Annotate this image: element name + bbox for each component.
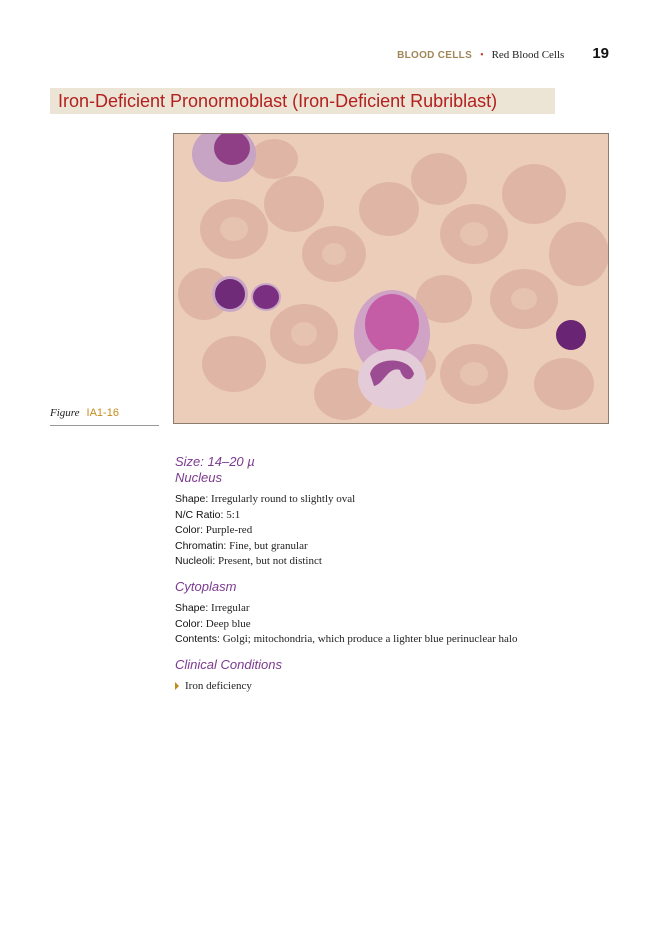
row-label: Color: — [175, 524, 204, 537]
nucleus-row-nucleoli — [175, 554, 615, 570]
nucleus-row-shape — [175, 492, 615, 508]
clinical-list-item — [175, 679, 615, 694]
bullet-triangle-icon — [175, 682, 179, 690]
figure-label-word: Figure — [50, 407, 80, 419]
row-value: Golgi; mitochondria, which produce a lighter blue perinuclear halo — [222, 633, 518, 646]
blood-smear-illustration — [174, 134, 608, 423]
row-value: Purple-red — [205, 524, 253, 537]
cytoplasm-row-shape — [175, 601, 615, 617]
running-head-subsection: Red Blood Cells — [491, 49, 565, 61]
row-label: Nucleoli: — [175, 555, 216, 568]
row-label: Shape: — [175, 601, 209, 614]
cytoplasm-row-color — [175, 617, 615, 633]
nucleus-row-nc-ratio — [175, 508, 615, 524]
clinical-item-text: Iron deficiency — [185, 679, 252, 692]
title-band — [50, 88, 555, 114]
page-number: 19 — [592, 45, 609, 62]
nucleus-heading: Nucleus — [175, 470, 222, 485]
row-value: Irregularly round to slightly oval — [211, 493, 356, 505]
nucleus-row-color — [175, 523, 615, 539]
row-label: Color: — [175, 617, 204, 630]
running-head-section: BLOOD CELLS — [397, 50, 473, 61]
row-label: Chromatin: — [175, 539, 227, 552]
row-label: Contents: — [175, 633, 220, 646]
row-value: Deep blue — [205, 617, 251, 630]
micrograph-image — [173, 133, 609, 424]
row-label: Shape: — [175, 493, 209, 505]
cytoplasm-heading: Cytoplasm — [175, 578, 237, 594]
row-value: Present, but not distinct — [218, 555, 322, 568]
cell-description — [175, 454, 615, 694]
clinical-heading: Clinical Conditions — [175, 656, 282, 672]
page-title: Iron-Deficient Pronormoblast (Iron-Deficient Rubriblast) — [58, 90, 498, 111]
row-value: Fine, but granular — [229, 539, 308, 552]
running-head-bullet: • — [480, 50, 484, 61]
running-head — [397, 45, 609, 62]
cytoplasm-row-contents — [175, 632, 615, 648]
figure-number: IA1-16 — [86, 407, 119, 419]
row-value: Irregular — [211, 601, 250, 614]
figure-label — [50, 403, 159, 426]
size-heading: Size: 14–20 µ — [175, 454, 255, 469]
row-value: 5:1 — [226, 508, 241, 521]
row-label: N/C Ratio: — [175, 508, 224, 521]
nucleus-row-chromatin — [175, 539, 615, 555]
